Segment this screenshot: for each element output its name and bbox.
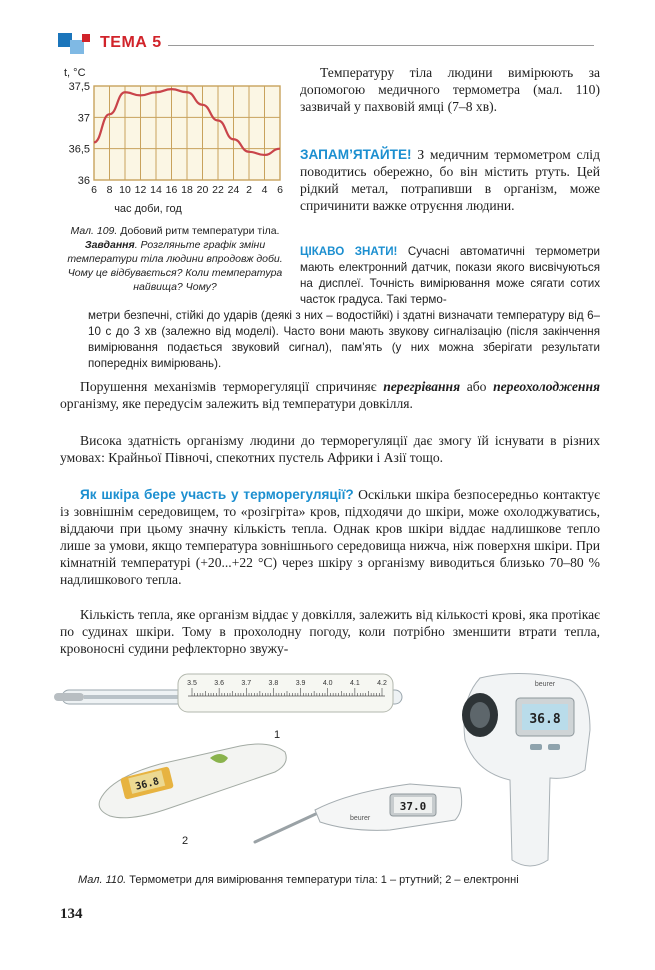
mercury-scale-label: 4.1 — [349, 680, 360, 687]
x-tick-label: 24 — [227, 184, 240, 196]
mercury-scale-label: 3.7 — [241, 680, 252, 687]
p1-text-e: організму, яке передусім залежить від температури довкілля. — [60, 396, 413, 411]
chart-x-ticks — [91, 184, 283, 196]
term-hypothermia: переохолодження — [493, 379, 600, 394]
mercury-scale-label: 3.9 — [295, 680, 306, 687]
y-tick-label: 36,5 — [68, 143, 90, 156]
skin-question-heading: Як шкіра бере участь у терморегуляції? — [80, 487, 354, 502]
header-rule — [168, 45, 594, 46]
figure-109-caption — [60, 224, 290, 294]
figure-number-2: 2 — [182, 835, 189, 847]
paragraph-skin — [60, 486, 600, 588]
forehead-thermometer — [99, 744, 286, 818]
x-tick-label: 4 — [261, 184, 268, 196]
p1-text-c: або — [460, 379, 494, 394]
y-tick-label: 36 — [77, 175, 90, 187]
skin-text: Оскільки шкіра безпосередньо контактує із зовнішнім середовищем, то «розігріта» кров, підходячи до шкіри, може охолоджуватись, віддаючи при цьому значну кількість тепла. Однак кров шкіри віддає надлишкове тепло лише за умови, якщо температура зовнішнього середовища нижча, ніж поверхня шкіри. При кімнатній температурі (+20...+22 °С) через шкіру з організму виводиться близько 70–80 % надлишкового тепла. — [60, 487, 600, 587]
remember-box — [300, 146, 600, 214]
chart-ylabel: t, °C — [64, 67, 86, 79]
section-title: ТЕМА 5 — [100, 34, 162, 51]
chart-xlabel: час доби, год — [114, 203, 182, 215]
mercury-scale-label: 3.5 — [187, 680, 197, 687]
header-square-red — [82, 34, 90, 42]
paragraph-heat-amount: Кількість тепла, яке організм віддає у довкілля, залежить від кількості крові, яка протікає по судинах шкіри. Тому в прохолодну погоду, коли потрібно зменшити втрати тепла, кровоносні судини рефлекторно звужу- — [60, 607, 600, 656]
interesting-text: Сучасні автоматичні термометри мають електронний датчик, покази якого висвічуються на дисплеї. Точність вимірювання може сягати сотих часток градуса. Такі термо- — [300, 245, 601, 306]
remember-label: ЗАПАМ’ЯТАЙТЕ! — [300, 147, 412, 162]
y-tick-label: 37,5 — [68, 81, 90, 93]
figure-109-number: Мал. 109. — [70, 225, 118, 237]
chart-y-ticks — [69, 81, 90, 187]
intro-paragraph: Температуру тіла людини вимірюють за допомогою медичного термометра (мал. 110) зазвичай у пахвовій ямці (7–8 хв). — [300, 65, 600, 114]
figure-110-text: Термометри для вимірювання температури тіла: 1 – ртутний; 2 – електронні — [126, 874, 519, 886]
figure-109-lead: Добовий ритм температури тіла. — [117, 225, 280, 237]
x-tick-label: 8 — [106, 184, 113, 196]
figure-109-task-label: Завдання — [84, 239, 135, 251]
mercury-thermometer — [54, 674, 402, 712]
infrared-gun-thermometer — [462, 673, 590, 866]
mercury-scale-label: 4.2 — [377, 680, 387, 687]
ear-display-value: 36.8 — [134, 776, 161, 793]
y-tick-label: 37 — [77, 112, 90, 125]
x-tick-label: 6 — [277, 184, 283, 196]
gun-display-value: 36.8 — [529, 712, 561, 727]
x-tick-label: 22 — [212, 184, 224, 196]
remember-text: З медичним термометром слід поводитись обережно, бо він містить ртуть. Цей рідкий метал, потрапивши в організм, може спричинити важке отруєння людини. — [300, 147, 600, 213]
stick-display-value: 37.0 — [399, 800, 427, 813]
stick-brand: beurer — [350, 815, 371, 822]
interesting-box — [300, 244, 600, 308]
x-tick-label: 20 — [196, 184, 209, 196]
stick-thermometer — [255, 784, 462, 842]
x-tick-label: 18 — [181, 184, 193, 196]
x-tick-label: 2 — [246, 184, 252, 196]
thermometers-figure — [50, 660, 610, 870]
mercury-scale-label: 3.6 — [214, 680, 225, 687]
gun-brand: beurer — [534, 681, 556, 688]
figure-109-task: . Розгляньте графік зміни температури тіла людини впродовж доби. Чому це відбувається? Коли температура найвища? Чому? — [67, 239, 283, 293]
page-number: 134 — [60, 906, 83, 922]
x-tick-label: 14 — [150, 184, 162, 196]
paragraph-thermoregulation-disorders — [60, 378, 600, 412]
term-overheating: перегрівання — [383, 379, 461, 394]
p1-text-a: Порушення механізмів терморегуляції спричиняє — [80, 379, 384, 394]
interesting-label: ЦІКАВО ЗНАТИ! — [300, 245, 398, 258]
x-tick-label: 12 — [134, 184, 147, 196]
header-square-light — [70, 40, 84, 54]
mercury-scale-label: 3.8 — [268, 680, 279, 687]
figure-110-number: Мал. 110. — [78, 874, 127, 886]
figure-110-caption — [78, 874, 519, 886]
mercury-scale-label: 4.0 — [322, 680, 333, 687]
paragraph-adaptation: Висока здатність організму людини до терморегуляції дає змогу їй існувати в різних умовах: Крайньої Півночі, спекотних пустель Африки і Азії тощо. — [60, 433, 600, 465]
figure-number-1: 1 — [274, 729, 281, 741]
temperature-chart — [58, 62, 290, 222]
x-tick-label: 6 — [91, 184, 97, 196]
interesting-continued: метри безпечні, стійкі до ударів (деякі з них – водостійкі) і здатні визначати температуру від 6–10 с до 3 хв (залежно від моделі). Часто вони мають звукову сигналізацію (після закінчення вимірювання подається звуковий сигнал), пам’ять (у них можна зберігати результати попередніх вимірювань). — [88, 309, 600, 370]
x-tick-label: 10 — [119, 184, 131, 196]
x-tick-label: 16 — [165, 184, 178, 196]
